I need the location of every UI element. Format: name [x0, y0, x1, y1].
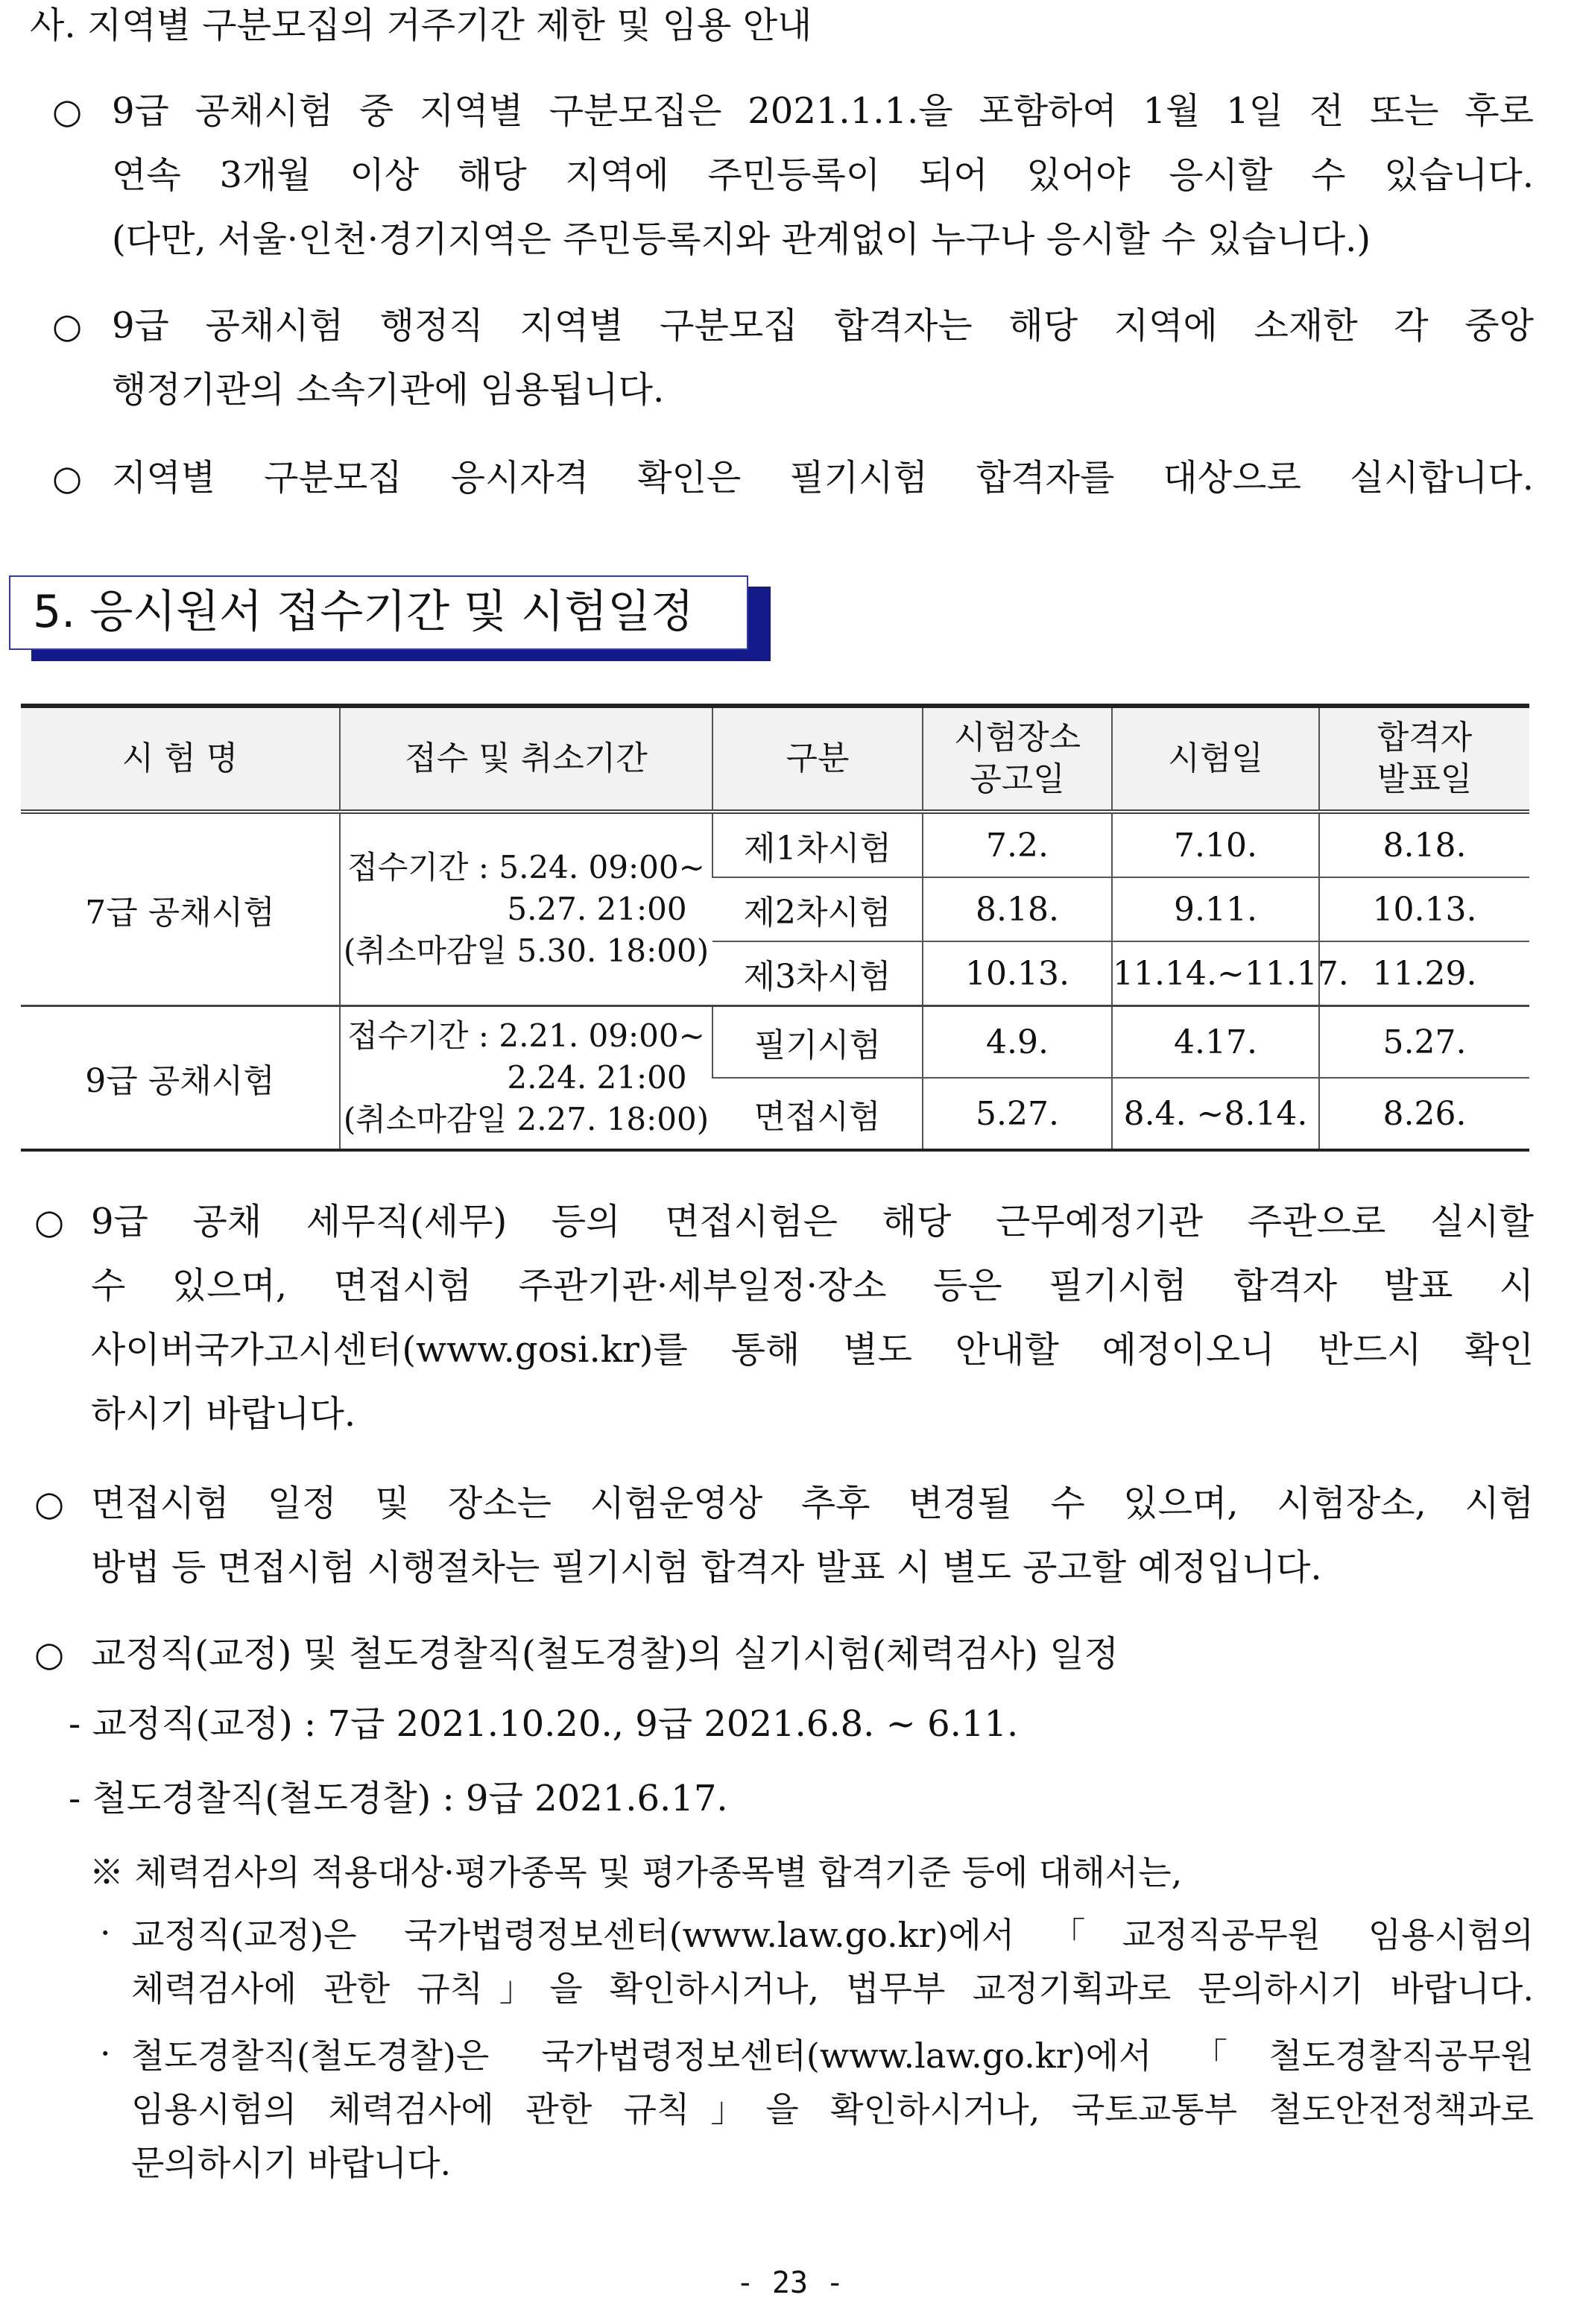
circle-bullet-icon: ○	[52, 91, 83, 131]
text-line: 수 있으며, 면접시험 주관기관·세부일정·장소 등은 필기시험 합격자 발표 시	[91, 1265, 1534, 1307]
result-cell: 11.29.	[1319, 941, 1529, 1006]
circle-bullet-icon: ○	[34, 1634, 65, 1674]
dot-bullet-icon: ·	[100, 2033, 111, 2074]
header-exam-name: 시 험 명	[21, 706, 340, 812]
section-title: 5. 응시원서 접수기간 및 시험일정	[33, 586, 695, 638]
reference-note: ※ 체력검사의 적용대상·평가종목 및 평가종목별 합격기준 등에 대해서는,	[89, 1852, 1183, 1892]
type-cell: 제3차시험	[712, 941, 923, 1006]
text-line: 연속 3개월 이상 해당 지역에 주민등록이 되어 있어야 응시할 수 있습니다.	[112, 154, 1534, 196]
circle-bullet-icon: ○	[34, 1202, 65, 1242]
circle-bullet-icon: ○	[52, 306, 83, 346]
text-line: 체력검사에 관한 규칙」을 확인하시거나, 법무부 교정기획과로 문의하시기 바랍니다.	[131, 1968, 1534, 2009]
notice-cell: 5.27.	[923, 1078, 1112, 1150]
sub-item-corrections: - 교정직(교정) : 7급 2021.10.20., 9급 2021.6.8. ~ 6.11.	[69, 1703, 1019, 1745]
text-line: 행정기관의 소속기관에 임용됩니다.	[112, 369, 665, 411]
text-line: 방법 등 면접시험 시행절차는 필기시험 합격자 발표 시 별도 공고할 예정입니다.	[91, 1547, 1322, 1588]
text-line: 9급 공채 세무직(세무) 등의 면접시험은 해당 근무예정기관 주관으로 실시할	[91, 1201, 1534, 1242]
table-header-row	[21, 706, 1529, 812]
notice-cell: 4.9.	[923, 1006, 1112, 1079]
text-line: 사이버국가고시센터(www.gosi.kr)를 통해 별도 안내할 예정이오니 반드시 확인	[91, 1329, 1534, 1371]
type-cell: 면접시험	[712, 1078, 923, 1150]
type-cell: 제2차시험	[712, 877, 923, 941]
period-cell: 접수기간 : 2.21. 09:00~ 2.24. 21:00 (취소마감일 2.27. 18:00)	[340, 1006, 712, 1151]
exam-name-cell: 7급 공채시험	[21, 812, 340, 1006]
result-cell: 8.26.	[1319, 1078, 1529, 1150]
section-heading: 사. 지역별 구분모집의 거주기간 제한 및 임용 안내	[30, 4, 812, 46]
text-line: 지역별 구분모집 응시자격 확인은 필기시험 합격자를 대상으로 실시합니다.	[112, 457, 1534, 499]
header-venue-notice: 시험장소 공고일	[923, 706, 1112, 812]
circle-bullet-icon: ○	[52, 458, 83, 498]
notice-cell: 8.18.	[923, 877, 1112, 941]
notice-cell: 7.2.	[923, 812, 1112, 877]
sub-item-railway-police: - 철도경찰직(철도경찰) : 9급 2021.6.17.	[69, 1778, 728, 1819]
header-type: 구분	[712, 706, 923, 812]
text-line: 문의하시기 바랍니다.	[131, 2143, 452, 2183]
result-cell: 5.27.	[1319, 1006, 1529, 1079]
text-line: 면접시험 일정 및 장소는 시험운영상 추후 변경될 수 있으며, 시험장소, 시험	[91, 1483, 1534, 1524]
header-result-date: 합격자 발표일	[1319, 706, 1529, 812]
notice-cell: 10.13.	[923, 941, 1112, 1006]
type-cell: 제1차시험	[712, 812, 923, 877]
result-cell: 10.13.	[1319, 877, 1529, 941]
text-line: 9급 공채시험 중 지역별 구분모집은 2021.1.1.을 포함하여 1월 1일 전 또는 후로	[112, 90, 1534, 132]
circle-bullet-icon: ○	[34, 1483, 65, 1523]
header-exam-date: 시험일	[1112, 706, 1319, 812]
result-cell: 8.18.	[1319, 812, 1529, 877]
dot-bullet-icon: ·	[100, 1913, 111, 1953]
text-line: 임용시험의 체력검사에 관한 규칙」을 확인하시거나, 국토교통부 철도안전정책과로	[131, 2089, 1534, 2129]
period-cell: 접수기간 : 5.24. 09:00~ 5.27. 21:00 (취소마감일 5.30. 18:00)	[340, 812, 712, 1006]
table-row	[21, 812, 1529, 877]
text-line: 철도경찰직(철도경찰)은 국가법령정보센터(www.law.go.kr)에서「철도경찰직공무원	[131, 2036, 1534, 2076]
type-cell: 필기시험	[712, 1006, 923, 1079]
exam-date-cell: 11.14.~11.17.	[1112, 941, 1319, 1006]
exam-name-cell: 9급 공채시험	[21, 1006, 340, 1151]
text-line: 교정직(교정)은 국가법령정보센터(www.law.go.kr)에서「교정직공무원 임용시험의	[131, 1915, 1534, 1955]
header-period: 접수 및 취소기간	[340, 706, 712, 812]
exam-date-cell: 8.4. ~8.14.	[1112, 1078, 1319, 1150]
page-number: - 23 -	[736, 2266, 844, 2300]
schedule-table	[21, 704, 1529, 1152]
text-line: 교정직(교정) 및 철도경찰직(철도경찰)의 실기시험(체력검사) 일정	[91, 1633, 1119, 1675]
text-line: 9급 공채시험 행정직 지역별 구분모집 합격자는 해당 지역에 소재한 각 중앙	[112, 305, 1534, 347]
text-line: (다만, 서울·인천·경기지역은 주민등록지와 관계없이 누구나 응시할 수 있습니다.)	[112, 218, 1371, 260]
table-row	[21, 1006, 1529, 1079]
exam-date-cell: 4.17.	[1112, 1006, 1319, 1079]
text-line: 하시기 바랍니다.	[91, 1393, 356, 1435]
exam-date-cell: 7.10.	[1112, 812, 1319, 877]
exam-date-cell: 9.11.	[1112, 877, 1319, 941]
